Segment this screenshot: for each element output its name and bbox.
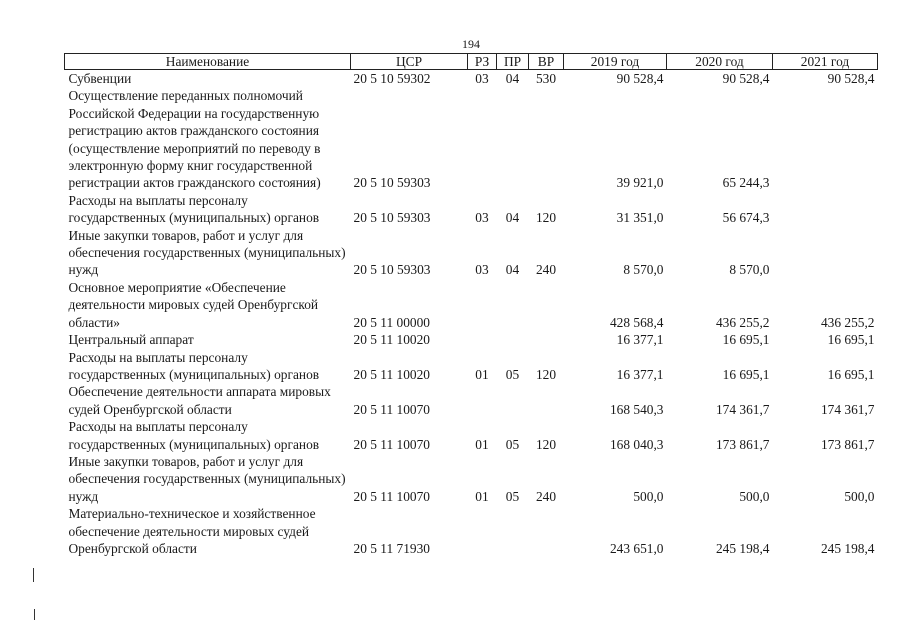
col-header-rz: РЗ: [468, 54, 497, 70]
row-name: Основное мероприятие «Обеспечение деятельности мировых судей Оренбургской области»: [68, 279, 319, 330]
row-vr: [529, 279, 564, 331]
row-rz: 01: [475, 436, 489, 452]
row-2019: 168 040,3: [609, 436, 664, 452]
row-2021: 16 695,1: [827, 332, 875, 348]
row-2019: 243 651,0: [609, 540, 664, 556]
row-name: Субвенции: [68, 71, 132, 86]
row-pr: [497, 279, 529, 331]
row-2019: 39 921,0: [616, 175, 664, 191]
row-2021: [773, 87, 878, 191]
row-pr: [497, 383, 529, 418]
row-name: Расходы на выплаты персоналу государственных (муниципальных) органов: [68, 192, 320, 226]
table-row: [65, 418, 878, 453]
row-2021: 173 861,7: [820, 436, 875, 452]
col-header-2020: 2020 год: [667, 54, 773, 70]
table-row: [65, 70, 878, 88]
col-header-csr: ЦСР: [351, 54, 468, 70]
row-2021: 436 255,2: [820, 314, 875, 330]
row-2019: 31 351,0: [616, 210, 664, 226]
row-name: Обеспечение деятельности аппарата мировых судей Оренбургской области: [68, 384, 331, 417]
row-pr: 04: [505, 262, 520, 278]
row-2020: 56 674,3: [722, 210, 770, 226]
row-pr: [497, 331, 529, 348]
row-vr: 120: [535, 436, 557, 452]
row-2020: 8 570,0: [729, 262, 770, 278]
row-pr: 05: [505, 488, 520, 504]
row-2019: 428 568,4: [609, 314, 664, 330]
row-name: Осуществление переданных полномочий Российской Федерации на государственную регистрацию актов гражданского состояния (осуществление мероприятий по переводу в электронную форму книг государственной регистрации актов гражданского состояния): [68, 88, 321, 191]
row-2020: 500,0: [739, 488, 770, 504]
row-2021: [773, 192, 878, 227]
row-2019: 8 570,0: [623, 262, 664, 278]
row-2020: 173 861,7: [715, 436, 770, 452]
row-pr: 04: [505, 71, 520, 86]
row-name: Иные закупки товаров, работ и услуг для обеспечения государственных (муниципальных) нужд: [68, 227, 346, 278]
row-name: Центральный аппарат: [68, 332, 194, 348]
row-csr: 20 5 10 59303: [353, 175, 431, 191]
row-2019: 90 528,4: [616, 71, 664, 86]
row-name: Расходы на выплаты персоналу государственных (муниципальных) органов: [68, 419, 320, 452]
row-pr: 05: [505, 366, 520, 382]
row-vr: 240: [535, 262, 557, 278]
row-rz: 03: [475, 262, 489, 278]
budget-table: [64, 53, 878, 557]
row-2020: 16 695,1: [722, 366, 770, 382]
row-csr: 20 5 10 59303: [353, 262, 431, 278]
row-2020: 90 528,4: [722, 71, 770, 86]
row-csr: 20 5 11 10020: [353, 366, 430, 382]
table-row: [65, 87, 878, 191]
row-2021: 245 198,4: [820, 540, 875, 556]
row-name: Иные закупки товаров, работ и услуг для обеспечения государственных (муниципальных) нужд: [68, 453, 346, 504]
row-2021: 174 361,7: [820, 401, 875, 417]
row-2021: 90 528,4: [827, 71, 875, 86]
col-header-2019: 2019 год: [564, 54, 667, 70]
table-header-row: [65, 54, 878, 70]
table-row: [65, 331, 878, 348]
row-2019: 500,0: [633, 488, 664, 504]
row-2021: 16 695,1: [827, 366, 875, 382]
row-2019: 16 377,1: [616, 332, 664, 348]
table-row: [65, 505, 878, 557]
row-rz: [468, 331, 497, 348]
row-name: Расходы на выплаты персоналу государственных (муниципальных) органов: [68, 349, 320, 382]
row-csr: 20 5 11 10070: [353, 488, 430, 504]
row-csr: 20 5 11 10070: [353, 436, 430, 452]
row-rz: 01: [475, 488, 489, 504]
row-csr: 20 5 11 00000: [353, 314, 430, 330]
row-2020: 436 255,2: [715, 314, 770, 330]
row-rz: 03: [475, 210, 489, 226]
row-csr: 20 5 10 59302: [353, 71, 431, 86]
row-csr: 20 5 10 59303: [353, 210, 431, 226]
table-row: [65, 383, 878, 418]
page-number: 194: [462, 37, 480, 51]
row-csr: 20 5 11 10070: [353, 401, 430, 417]
margin-scan-mark: [34, 609, 35, 620]
col-header-pr: ПР: [497, 54, 529, 70]
row-name: Материально-техническое и хозяйственное обеспечение деятельности мировых судей Оренбургской области: [68, 506, 316, 556]
row-rz: [468, 87, 497, 191]
row-vr: 120: [535, 210, 557, 226]
table-row: [65, 192, 878, 227]
col-header-2021: 2021 год: [773, 54, 878, 70]
row-pr: 05: [505, 436, 520, 452]
row-vr: 530: [535, 71, 557, 86]
row-2020: 16 695,1: [722, 332, 770, 348]
table-row: [65, 227, 878, 279]
row-vr: 120: [535, 366, 557, 382]
col-header-name: Наименование: [65, 54, 351, 70]
row-2021: [773, 227, 878, 279]
row-rz: 01: [475, 366, 489, 382]
row-2019: 16 377,1: [616, 366, 664, 382]
table-row: [65, 453, 878, 505]
row-pr: [497, 87, 529, 191]
row-rz: [468, 383, 497, 418]
row-rz: [468, 279, 497, 331]
row-2020: 174 361,7: [715, 401, 770, 417]
row-rz: [468, 505, 497, 557]
row-2020: 245 198,4: [715, 540, 770, 556]
row-vr: [529, 331, 564, 348]
row-vr: 240: [535, 488, 557, 504]
margin-scan-mark: [33, 568, 34, 582]
row-rz: 03: [475, 71, 489, 86]
table-row: [65, 279, 878, 331]
row-pr: [497, 505, 529, 557]
row-vr: [529, 383, 564, 418]
row-pr: 04: [505, 210, 520, 226]
table-row: [65, 349, 878, 384]
row-2021: 500,0: [844, 488, 875, 504]
col-header-vr: ВР: [529, 54, 564, 70]
row-csr: 20 5 11 10020: [353, 332, 430, 348]
row-vr: [529, 87, 564, 191]
row-csr: 20 5 11 71930: [353, 540, 430, 556]
row-vr: [529, 505, 564, 557]
row-2020: 65 244,3: [722, 175, 770, 191]
row-2019: 168 540,3: [609, 401, 664, 417]
